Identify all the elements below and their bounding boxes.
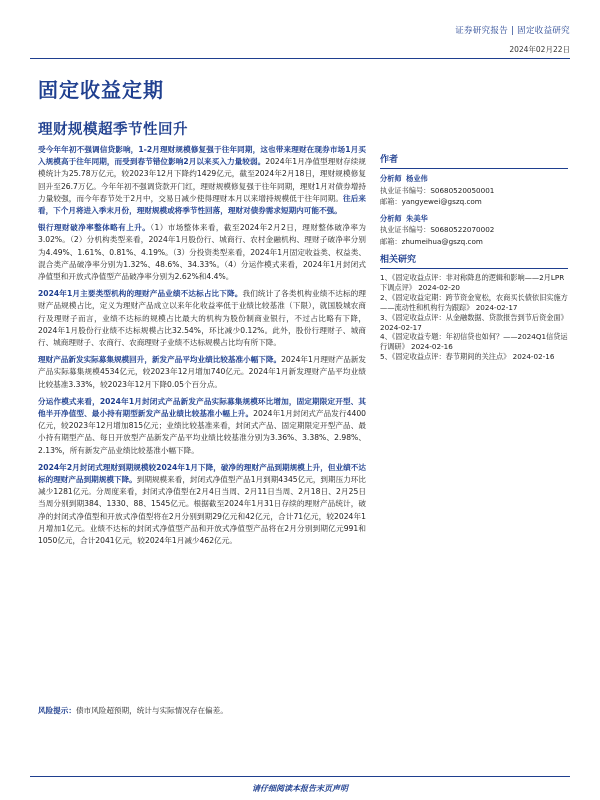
- cert-label: 执业证书编号：: [380, 225, 431, 234]
- paragraph-5-body: 2024年1月封闭式产品发行4400亿元，较2023年12月增加815亿元；业绩比较基准来看，封闭式产品、固定期限定开型产品、最小持有期型产品、每日开放型产品新发产品平均业绩比较基准分别为3.36%、3.38%、2.98%、2.13%，所有新发产品业绩比较基准小幅下降。: [38, 409, 366, 455]
- paragraph-1-lead: 受今年年初不强调信贷影响，1-2月理财规模修复强于往年同期，这也带来理财在现券市场1月买入规模高于往年同期，而受到春节错位影响2月以来买入力量较弱。: [38, 145, 366, 167]
- paragraph-1: [38, 144, 366, 217]
- paragraph-4: [38, 354, 366, 391]
- paragraph-6: [38, 462, 366, 547]
- risk-warning: [38, 705, 228, 716]
- footer-divider: [30, 776, 570, 777]
- paragraph-2: [38, 222, 366, 283]
- author-role: 分析师: [380, 174, 402, 183]
- email-label: 邮箱：: [380, 197, 402, 206]
- research-item[interactable]: 4、《固定收益专题：年初信贷也如何？——2024Q1信贷运行调研》 2024-02-16: [380, 332, 568, 351]
- paragraph-3-lead: 2024年1月主要类型机构的理财产品业绩不达标占比下降。: [38, 289, 243, 299]
- author-name: 杨业伟: [406, 174, 428, 183]
- cert-label: 执业证书编号：: [380, 185, 431, 195]
- author-card: [380, 173, 568, 208]
- report-title: 固定收益定期: [38, 78, 164, 102]
- report-date: 2024年02月22日: [509, 45, 570, 54]
- paragraph-3-body: 我们统计了各类机构业绩不达标的理财产品规模占比，定义为理财产品成立以来年化收益率低于业绩比较基准（下限），就国股城农商行及理财子而言，业绩不达标的规模占比最大的机构为股份制商业银行，不过占比略有下降，2024年1月股份行业绩不达标规模占比32.54%，环比减少0.12%。此外，股份行理财子、城商行、城商理财子、农商行、农商理财子业绩不达标规模占比均有所下降。: [38, 289, 367, 348]
- related-research-heading: 相关研究: [380, 252, 568, 269]
- report-category: 证券研究报告 | 固定收益研究: [455, 26, 570, 36]
- footer-disclaimer: 请仔细阅读本报告末页声明: [252, 784, 348, 793]
- paragraph-5: [38, 396, 366, 457]
- research-item[interactable]: 5、《固定收益点评：春节期间的关注点》 2024-02-16: [380, 352, 555, 361]
- risk-label: 风险提示：: [38, 706, 76, 715]
- author-card: [380, 213, 568, 248]
- cert-number: S0680520050001: [430, 185, 495, 195]
- main-content: [38, 144, 366, 552]
- sidebar: [380, 152, 568, 362]
- research-item[interactable]: 2、《固定收益定期：跨节资金宽松，农商买长债依旧实施方——流动性和机构行为跟踪》 2024-02-17: [380, 293, 568, 312]
- authors-heading: 作者: [380, 152, 568, 169]
- header-divider: [30, 58, 570, 59]
- author-email[interactable]: yangyewei@gszq.com: [401, 197, 482, 206]
- author-email[interactable]: zhumeihua@gszq.com: [401, 236, 483, 246]
- risk-text: 债市风险超预期，统计与实际情况存在偏差。: [75, 706, 228, 715]
- paragraph-1-tail: 往后来看，下个月将进入季末月份，理财规模或将季节性回落，理财对债券需求短期内可能不强。: [38, 193, 366, 216]
- paragraph-6-body: 到期规模来看，封闭式净值型产品1月到期4345亿元，到期压力环比减少1281亿元。分周度来看，封闭式净值型在2月4日当周、2月11日当周、2月18日、2月25日当周分别到期384、1330、88、1545亿元。根据截至2024年1月31日存续的理财产品统计，破净的封闭式净值型和开放式净值型将在2月分别到期29亿元和42亿元，合计71亿元，较2024年1月增加1亿元。业绩不达标的封闭式净值型产品和开放式净值型产品将在2月分别到期亿元991和1050亿元，合计2041亿元，较2024年1月减少462亿元。: [38, 475, 366, 546]
- report-subtitle: 理财规模超季节性回升: [38, 122, 188, 138]
- email-label: 邮箱：: [380, 236, 402, 246]
- author-name: 朱美华: [406, 213, 428, 223]
- author-role: 分析师: [380, 213, 402, 223]
- paragraph-4-lead: 理财产品新发实际募集规模回升，新发产品平均业绩比较基准小幅下降。: [38, 355, 282, 365]
- research-item[interactable]: 3、《固定收益点评：从金融数据、贷款报告到节后资金面》 2024-02-17: [380, 313, 568, 332]
- paragraph-6-lead: 2024年2月封闭式理财到期规模较2024年1月下降，破净的理财产品到期规模上升，但业绩不达标的理财产品到期规模下降。: [38, 462, 366, 485]
- paragraph-4-body: 2024年1月理财产品新发产品实际募集规模4534亿元，较2023年12月增加740亿元。2024年1月新发理财产品平均业绩比较基准3.33%，较2023年12月下降0.05个百分点。: [38, 355, 367, 389]
- research-item[interactable]: 1、《固定收益点评：非对称降息的逻辑和影响——2月LPR下调点评》 2024-02-20: [380, 273, 565, 292]
- cert-number: S0680522070002: [430, 225, 495, 234]
- paragraph-2-lead: 银行理财破净率整体略有上升。: [38, 223, 151, 233]
- paragraph-3: [38, 288, 366, 349]
- paragraph-5-lead: 分运作模式来看，2024年1月封闭式产品新发产品实际募集规模环比增加，固定期限定开型、其他半开净值型、最小持有期型新发产品业绩比较基准小幅上升。: [38, 396, 366, 419]
- paragraph-2-body: （1）市场整体来看，截至2024年2月2日，理财整体破净率为3.02%。（2）分机构类型来看，2024年1月股份行、城商行、农村金融机构、理财子破净率分别为4.49%、1.61%、0.81%、4.19%。（3）分投资类型来看，2024年1月固定收益类、权益类、混合类产品破净率分别为1.32%、48.6%、34.33%。（4）分运作模式来看，2024年1月封闭式净值型和开放式净值型产品破净率分别为2.62%和4.4%。: [38, 223, 366, 282]
- paragraph-1-body: 2024年1月净值型理财存续规模统计为25.78万亿元，较2023年12月下降约1429亿元，截至2024年2月18日，理财规模修复回升至26.7万亿。今年年初不强调贷款开门红，理财规模修复强于往年同期，理财1月对债券增持力量较强，而今年春节处于2月中，交易日减少使得理财本月以来增持规模低于往年同期。: [38, 157, 367, 203]
